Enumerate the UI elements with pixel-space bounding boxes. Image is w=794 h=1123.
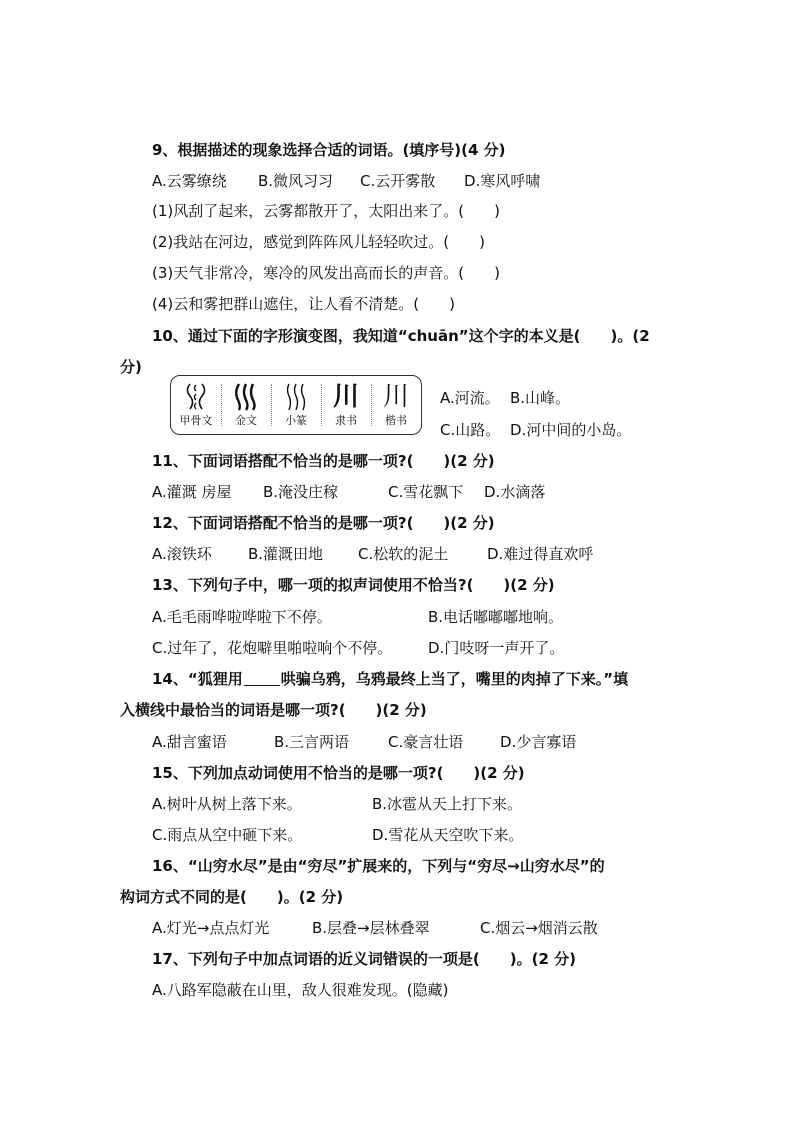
q12-option-a: A.滚铁环 [152,545,212,563]
q9-item-2: (2)我站在河边，感觉到阵阵风儿轻轻吹过。( ) [152,233,485,251]
q11-option-c: C.雪花飘下 [388,483,464,501]
q16-option-c: C.烟云→烟消云散 [480,919,598,937]
q9-item-4: (4)云和雾把群山遮住，让人看不清楚。( ) [152,295,455,313]
script-label-xiaozhuan: 小篆 [285,414,307,427]
q16-option-a: A.灯光→点点灯光 [152,919,270,937]
glyph-lishu [321,380,371,430]
q9-option-c: C.云开雾散 [360,172,436,190]
glyph-jinwen [221,380,271,430]
q13-option-b: B.电话嘟嘟嘟地响。 [428,608,564,626]
q10-stem-line1: 10、通过下面的字形演变图，我知道“chuān”这个字的本义是( )。(2 [152,327,650,345]
glyph-jiaguwen [171,380,221,430]
q12-stem: 12、下面词语搭配不恰当的是哪一项?( )(2 分) [152,514,495,532]
q11-option-b: B.淹没庄稼 [263,483,339,501]
q14-blank [244,670,280,686]
glyph-xiaozhuan [271,380,321,430]
lishu-glyph: 川 [332,382,359,412]
q14-stem-part1: 14、“狐狸用 [152,670,243,688]
q16-option-b: B.层叠→层林叠翠 [312,919,430,937]
q10-option-b: B.山峰。 [510,389,571,407]
q14-option-a: A.甜言蜜语 [152,733,227,751]
q10-option-d: D.河中间的小岛。 [510,421,632,439]
script-label-jinwen: 金文 [235,414,257,427]
q10-stem-line2: 分) [120,358,142,376]
q17-option-a: A.八路军隐蔽在山里，敌人很难发现。(隐藏) [152,981,449,999]
q14-option-b: B.三言两语 [274,733,350,751]
q17-stem: 17、下列句子中加点词语的近义词错误的一项是( )。(2 分) [152,950,576,968]
q14-stem-line2: 入横线中最恰当的词语是哪一项?( )(2 分) [120,701,427,719]
q14-stem-line1 [152,669,628,689]
q9-option-d: D.寒风呼啸 [464,172,541,190]
script-label-kaishu: 楷书 [385,414,407,427]
xiaozhuan-glyph-icon [281,382,311,412]
glyph-evolution-figure [170,375,422,435]
q12-option-c: C.松软的泥土 [358,545,449,563]
q15-option-b: B.冰雹从天上打下来。 [372,795,523,813]
jinwen-glyph-icon [231,382,261,412]
q15-option-c: C.雨点从空中砸下来。 [152,826,303,844]
q12-option-d: D.难过得直欢呼 [487,545,594,563]
q10-option-a: A.河流。 [440,389,500,407]
q13-option-a: A.毛毛雨哗啦哗啦下不停。 [152,608,332,626]
q15-stem: 15、下列加点动词使用不恰当的是哪一项?( )(2 分) [152,764,525,782]
jiaguwen-glyph-icon [181,382,211,412]
q13-option-d: D.门吱呀一声开了。 [428,639,565,657]
q9-stem: 9、根据描述的现象选择合适的词语。(填序号)(4 分) [152,141,506,159]
q9-option-a: A.云雾缭绕 [152,172,227,190]
q16-stem-line1: 16、“山穷水尽”是由“穷尽”扩展来的，下列与“穷尽→山穷水尽”的 [152,857,605,875]
q13-option-c: C.过年了，花炮噼里啪啦响个不停。 [152,639,393,657]
q10-option-c: C.山路。 [440,421,501,439]
q9-item-1: (1)风刮了起来，云雾都散开了，太阳出来了。( ) [152,202,500,220]
q14-option-d: D.少言寡语 [500,733,577,751]
q11-option-d: D.水滴落 [484,483,546,501]
q13-stem: 13、下列句子中，哪一项的拟声词使用不恰当?( )(2 分) [152,576,555,594]
q11-option-a: A.灌溉 房屋 [152,483,232,501]
q11-stem: 11、下面词语搭配不恰当的是哪一项?( )(2 分) [152,452,495,470]
q15-option-d: D.雪花从天空吹下来。 [372,826,524,844]
q9-option-b: B.微风习习 [258,172,334,190]
q16-stem-line2: 构词方式不同的是( )。(2 分) [120,888,344,906]
q14-stem-part2: 哄骗乌鸦，乌鸦最终上当了，嘴里的肉掉了下来。”填 [280,670,629,688]
kaishu-glyph: 川 [382,382,409,412]
q15-option-a: A.树叶从树上落下来。 [152,795,302,813]
q9-item-3: (3)天气非常冷，寒冷的风发出高而长的声音。( ) [152,264,500,282]
script-label-jiaguwen: 甲骨文 [179,414,213,427]
glyph-kaishu [371,380,421,430]
q14-option-c: C.豪言壮语 [388,733,464,751]
script-label-lishu: 隶书 [335,414,357,427]
q12-option-b: B.灌溉田地 [248,545,324,563]
